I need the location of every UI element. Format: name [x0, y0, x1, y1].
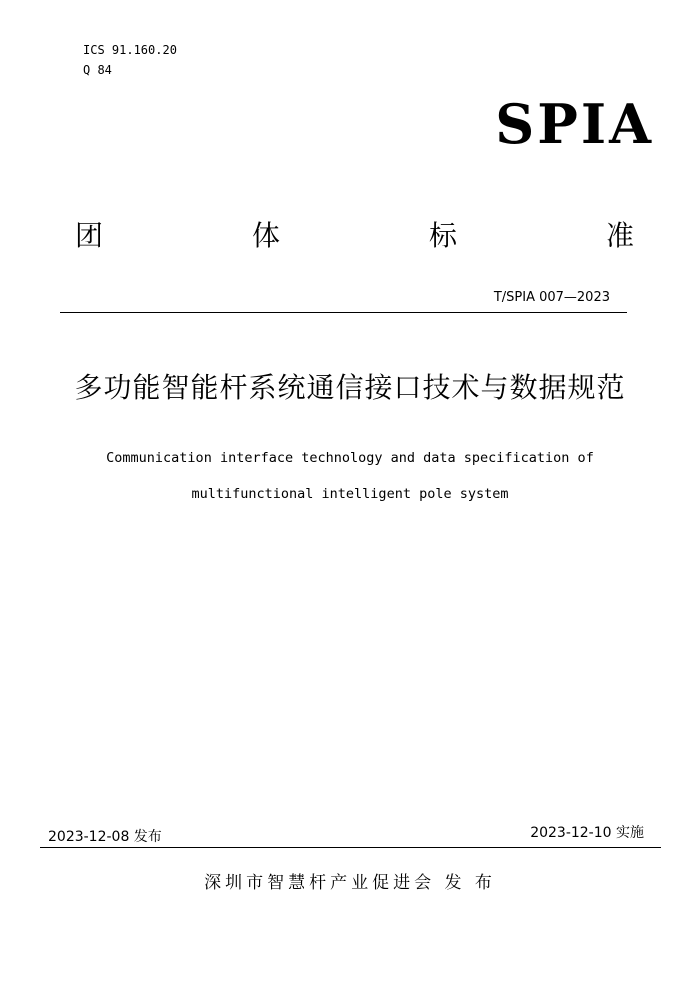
- standard-type-heading: [75, 216, 634, 256]
- standard-type-char: 团: [75, 219, 104, 252]
- standard-type-char: 准: [605, 219, 634, 252]
- standard-type-char: 体: [251, 219, 280, 252]
- publish-date: 2023-12-08 发布: [48, 829, 162, 845]
- publisher: 深圳市智慧杆产业促进会 发 布: [204, 873, 496, 893]
- standard-number: T/SPIA 007—2023: [493, 290, 610, 305]
- chinese-title: 多功能智能杆系统通信接口技术与数据规范: [74, 371, 626, 404]
- top-divider: [60, 312, 627, 313]
- standard-type-char: 标: [428, 219, 457, 252]
- english-title-line-2: multifunctional intelligent pole system: [191, 486, 509, 502]
- bottom-divider: [40, 847, 661, 848]
- implement-date: 2023-12-10 实施: [530, 825, 644, 841]
- english-title-line-1: Communication interface technology and data specification of: [106, 450, 594, 466]
- ics-code: ICS 91.160.20: [83, 43, 177, 57]
- ccs-code: Q 84: [83, 63, 112, 77]
- classification-codes: [83, 40, 177, 80]
- spia-logo: SPIA: [495, 92, 654, 156]
